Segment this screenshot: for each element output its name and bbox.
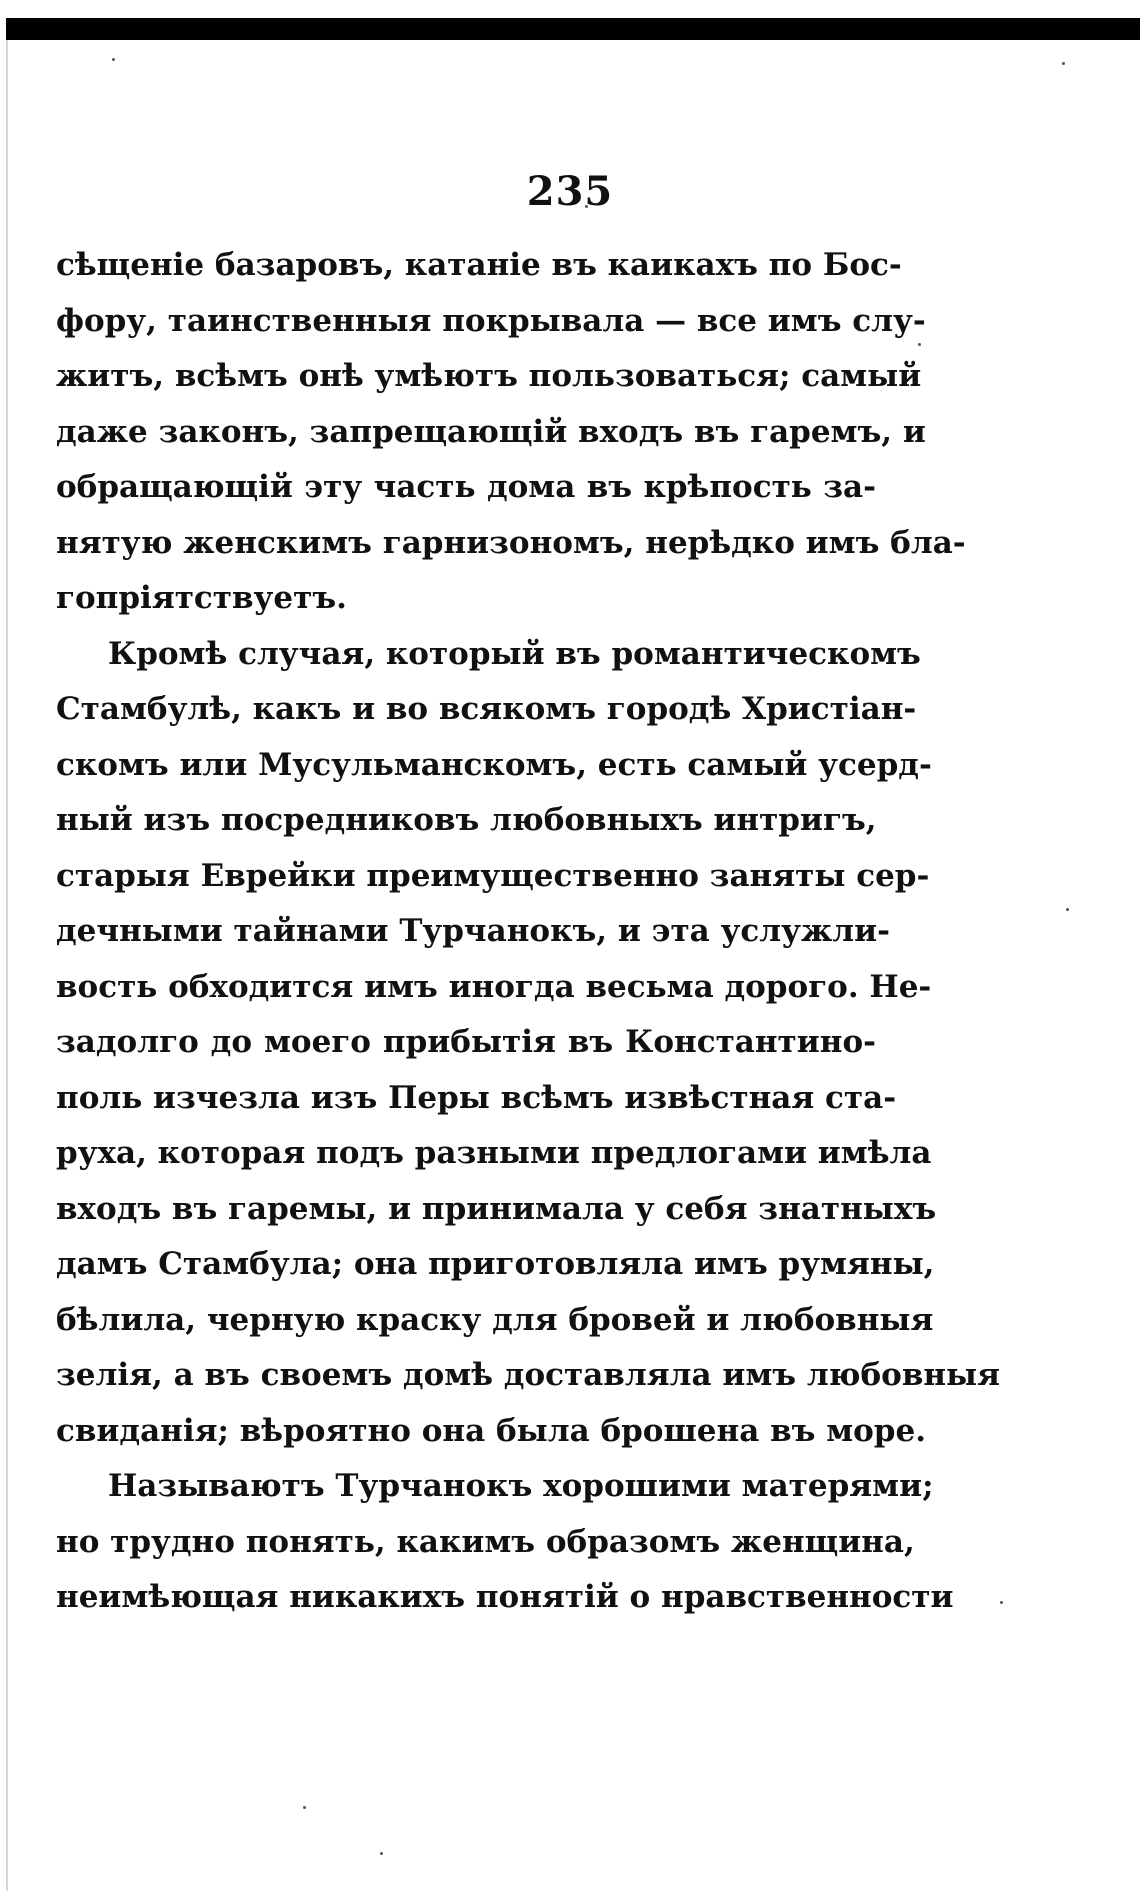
scan-speck	[918, 343, 921, 346]
scan-speck	[1062, 62, 1065, 65]
text-line: задолго до моего прибытія въ Константино-	[56, 1024, 876, 1060]
text-line: дамъ Стамбула; она приготовляла имъ румяны,	[56, 1246, 935, 1282]
text-line: вость обходится имъ иногда весьма дорого. Не-	[56, 968, 932, 1005]
scan-left-edge	[6, 40, 8, 1891]
text-line: Называютъ Турчанокъ хорошими матерями;	[108, 1468, 934, 1504]
text-line: фору, таинственныя покрывала — все имъ слу-	[56, 302, 926, 339]
scan-speck	[1000, 1601, 1003, 1604]
text-line: но трудно понять, какимъ образомъ женщина,	[56, 1523, 915, 1560]
scan-speck	[303, 1806, 306, 1809]
text-line: гопріятствуетъ.	[56, 580, 347, 616]
text-line: зелія, а въ своемъ домѣ доставляла имъ любовныя	[56, 1357, 1001, 1393]
text-line: житъ, всѣмъ онѣ умѣютъ пользоваться; самый	[56, 358, 922, 394]
scan-top-border	[6, 18, 1140, 40]
text-line: старыя Еврейки преимущественно заняты сер-	[56, 857, 930, 894]
text-line: Кромѣ случая, который въ романтическомъ	[108, 635, 921, 672]
text-line: поль изчезла изъ Перы всѣмъ извѣстная ста-	[56, 1079, 897, 1116]
text-line: ный изъ посредниковъ любовныхъ интригъ,	[56, 802, 877, 838]
scan-speck	[380, 1852, 383, 1855]
text-line: сѣщеніе базаровъ, катаніе въ каикахъ по Бос-	[56, 247, 902, 283]
text-line: бѣлила, черную краску для бровей и любовныя	[56, 1301, 934, 1338]
text-line: нятую женскимъ гарнизономъ, нерѣдко имъ бла-	[56, 524, 966, 561]
scan-speck	[112, 58, 115, 61]
page-number: 235	[526, 168, 614, 215]
text-line: скомъ или Мусульманскомъ, есть самый усерд-	[56, 746, 932, 783]
body-text	[56, 238, 1001, 1626]
text-line: обращающій эту часть дома въ крѣпость за-	[56, 469, 876, 505]
text-line: входъ въ гаремы, и принимала у себя знатныхъ	[56, 1190, 937, 1227]
text-line: Стамбулѣ, какъ и во всякомъ городѣ Христіан-	[56, 691, 917, 727]
scan-speck	[1066, 908, 1069, 911]
text-line: руха, которая подъ разными предлогами имѣла	[56, 1135, 932, 1171]
text-line: неимѣющая никакихъ понятій о нравственности	[56, 1579, 954, 1615]
text-line: дечными тайнами Турчанокъ, и эта услужли-	[56, 913, 891, 949]
text-line: даже законъ, запрещающій входъ въ гаремъ, и	[56, 413, 926, 450]
text-line: свиданія; вѣроятно она была брошена въ море.	[56, 1412, 926, 1449]
